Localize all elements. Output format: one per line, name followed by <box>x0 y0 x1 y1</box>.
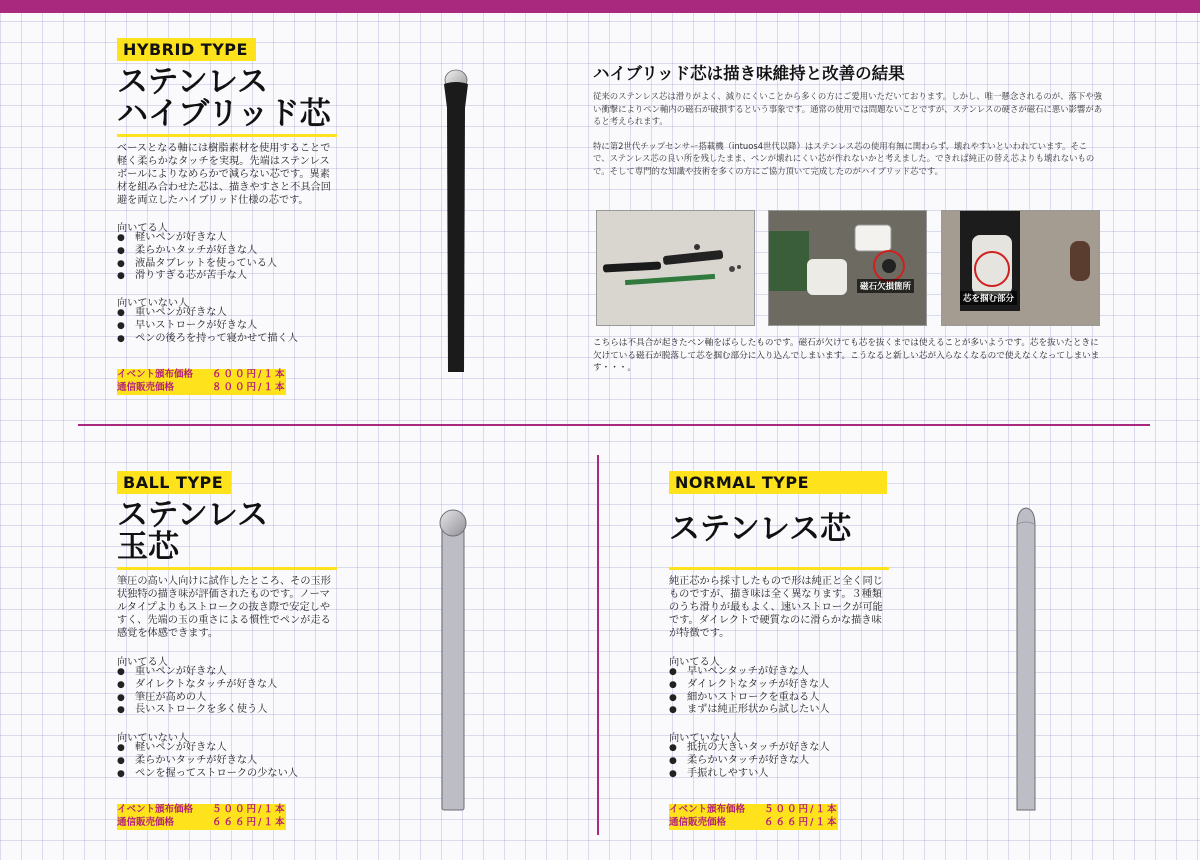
price-event-label: イベント頒布価格 <box>117 804 194 815</box>
normal-good-list <box>669 666 830 717</box>
ball-nib-image <box>436 506 470 812</box>
normal-bad-list <box>669 742 830 780</box>
list-item: ● 抵抗の大きいタッチが好きな人 <box>669 742 830 755</box>
list-item: ● 軽いペンが好きな人 <box>117 232 277 245</box>
photo-nib-holder <box>941 210 1100 326</box>
hybrid-title-underline <box>117 134 337 137</box>
photo3-label: 芯を掴む部分 <box>960 291 1017 305</box>
price-event-value: ５００円/１本 <box>212 804 287 815</box>
list-item: ● 長いストロークを多く使う人 <box>117 704 277 717</box>
list-item: ● 柔らかいタッチが好きな人 <box>669 755 830 768</box>
photo2-label: 磁石欠損箇所 <box>857 279 914 293</box>
article-paragraph-2: 特に第2世代チップセンサー搭載機（intuos4世代以降）はステンレス芯の使用有無に関わらず、壊れやすいといわれています。そこで、ステンレス芯の良い所を残したまま、ペンが壊れにくい芯が作れないかと考えました。できれば純正の替え芯よりも壊れないもので。そして専門的な知識や技術を多くの方にご協力頂いて完成したのがハイブリッド芯です。 <box>593 140 1095 176</box>
top-accent-bar <box>0 0 1200 13</box>
list-item: ● 重いペンが好きな人 <box>117 666 277 679</box>
article-title: ハイブリッド芯は描き味維持と改善の結果 <box>593 64 905 83</box>
normal-price-block <box>669 804 838 830</box>
list-item: ● 滑りすぎる芯が苦手な人 <box>117 270 277 283</box>
ball-bad-list <box>117 742 298 780</box>
list-item: ● 重いペンが好きな人 <box>117 307 298 320</box>
photo-disassembled-pen <box>596 210 755 326</box>
hybrid-type-tag: HYBRID TYPE <box>117 38 256 61</box>
price-mail-value: ６６６円/１本 <box>212 817 287 828</box>
list-item: ● 柔らかいタッチが好きな人 <box>117 245 277 258</box>
list-item: ● 筆圧が高めの人 <box>117 692 277 705</box>
hybrid-price-block <box>117 369 286 395</box>
price-event-label: イベント頒布価格 <box>117 369 194 380</box>
ball-good-list <box>117 666 277 717</box>
price-event-value: ６００円/１本 <box>212 369 287 380</box>
ball-type-tag: BALL TYPE <box>117 471 231 494</box>
ball-title-line2: 玉芯 <box>117 529 179 565</box>
price-mail-label: 通信販売価格 <box>669 817 727 828</box>
article-block <box>593 60 1103 177</box>
normal-title: ステンレス芯 <box>669 511 852 547</box>
vertical-divider <box>597 455 599 835</box>
hybrid-title-line2: ハイブリッド芯 <box>117 96 331 132</box>
list-item: ● 手振れしやすい人 <box>669 768 830 781</box>
ball-description: 筆圧の高い人向けに試作したところ、その玉形状独特の描き味が評価されたものです。ノーマルタイプよりもストロークの抜き際で安定しやすく、先端の玉の重さによる慣性でペンが走る感覚を体感できます。 <box>117 576 331 639</box>
ball-bad-heading: 向いていない人 <box>117 733 189 744</box>
list-item: ● 早いストロークが好きな人 <box>117 320 298 333</box>
list-item: ● ダイレクトなタッチが好きな人 <box>669 679 830 692</box>
normal-type-tag: NORMAL TYPE <box>669 471 887 494</box>
normal-description: 純正芯から採寸したもので形は純正と全く同じものですが、描き味は全く異なります。３種類のうち滑りが最もよく、速いストロークが可能です。ダイレクトで硬質なのに滑らかな描き味が特徴です。 <box>669 576 883 639</box>
price-mail-label: 通信販売価格 <box>117 817 175 828</box>
list-item: ● ペンの後ろを持って寝かせて描く人 <box>117 333 298 346</box>
ball-section <box>117 471 342 831</box>
photo-caption: こちらは不具合が起きたペン軸をばらしたものです。磁石が欠けても芯を抜くまでは使えることが多いようです。芯を抜いたときに欠けている磁石が脱落して芯を掴む部分に入り込んでしまいます。こうなると新しい芯が入らなくなるので使えなくなってしまいます・・・。 <box>593 338 1100 373</box>
hybrid-title-line1: ステンレス <box>117 64 269 100</box>
ball-title-line1: ステンレス <box>117 497 269 533</box>
hybrid-bad-heading: 向いていない人 <box>117 298 189 309</box>
hybrid-good-list <box>117 232 277 283</box>
hybrid-section <box>117 38 342 398</box>
hybrid-bad-list <box>117 307 298 345</box>
list-item: ● 軽いペンが好きな人 <box>117 742 298 755</box>
price-mail-label: 通信販売価格 <box>117 382 175 393</box>
list-item: ● ダイレクトなタッチが好きな人 <box>117 679 277 692</box>
photo-broken-magnet <box>768 210 927 326</box>
normal-good-heading: 向いてる人 <box>669 657 720 668</box>
hybrid-good-heading: 向いてる人 <box>117 223 168 234</box>
normal-title-underline <box>669 567 889 570</box>
normal-bad-heading: 向いていない人 <box>669 733 741 744</box>
list-item: ● 細かいストロークを重ねる人 <box>669 692 830 705</box>
hybrid-description: ベースとなる軸には樹脂素材を使用することで軽く柔らかなタッチを実現。先端はステンレスボールによりなめらかで減らない芯です。異素材を組み合わせた芯は、描きやすさと不具合回避を両立したハイブリッド仕様の芯です。 <box>117 143 331 206</box>
price-event-value: ５００円/１本 <box>764 804 839 815</box>
article-paragraph-1: 従来のステンレス芯は滑りがよく、減りにくいことから多くの方にご愛用いただいております。しかし、唯一懸念されるのが、落下や強い衝撃によりペン軸内の磁石が破損するという事象です。通常の使用では問題ないことですが、ステンレスの硬さが磁石に悪い影響があると考えられます。 <box>593 91 1103 126</box>
ball-price-block <box>117 804 286 830</box>
list-item: ● ペンを握ってストロークの少ない人 <box>117 768 298 781</box>
list-item: ● 早いペンタッチが好きな人 <box>669 666 830 679</box>
list-item: ● 柔らかいタッチが好きな人 <box>117 755 298 768</box>
ball-title-underline <box>117 567 337 570</box>
normal-nib-image <box>1014 506 1038 812</box>
ball-good-heading: 向いてる人 <box>117 657 168 668</box>
normal-section <box>669 471 894 831</box>
list-item: ● まずは純正形状から試したい人 <box>669 704 830 717</box>
horizontal-divider <box>78 424 1150 426</box>
price-event-label: イベント頒布価格 <box>669 804 746 815</box>
hybrid-nib-image <box>438 68 474 378</box>
list-item: ● 液晶タブレットを使っている人 <box>117 258 277 271</box>
price-mail-value: ６６６円/１本 <box>764 817 839 828</box>
price-mail-value: ８００円/１本 <box>212 382 287 393</box>
